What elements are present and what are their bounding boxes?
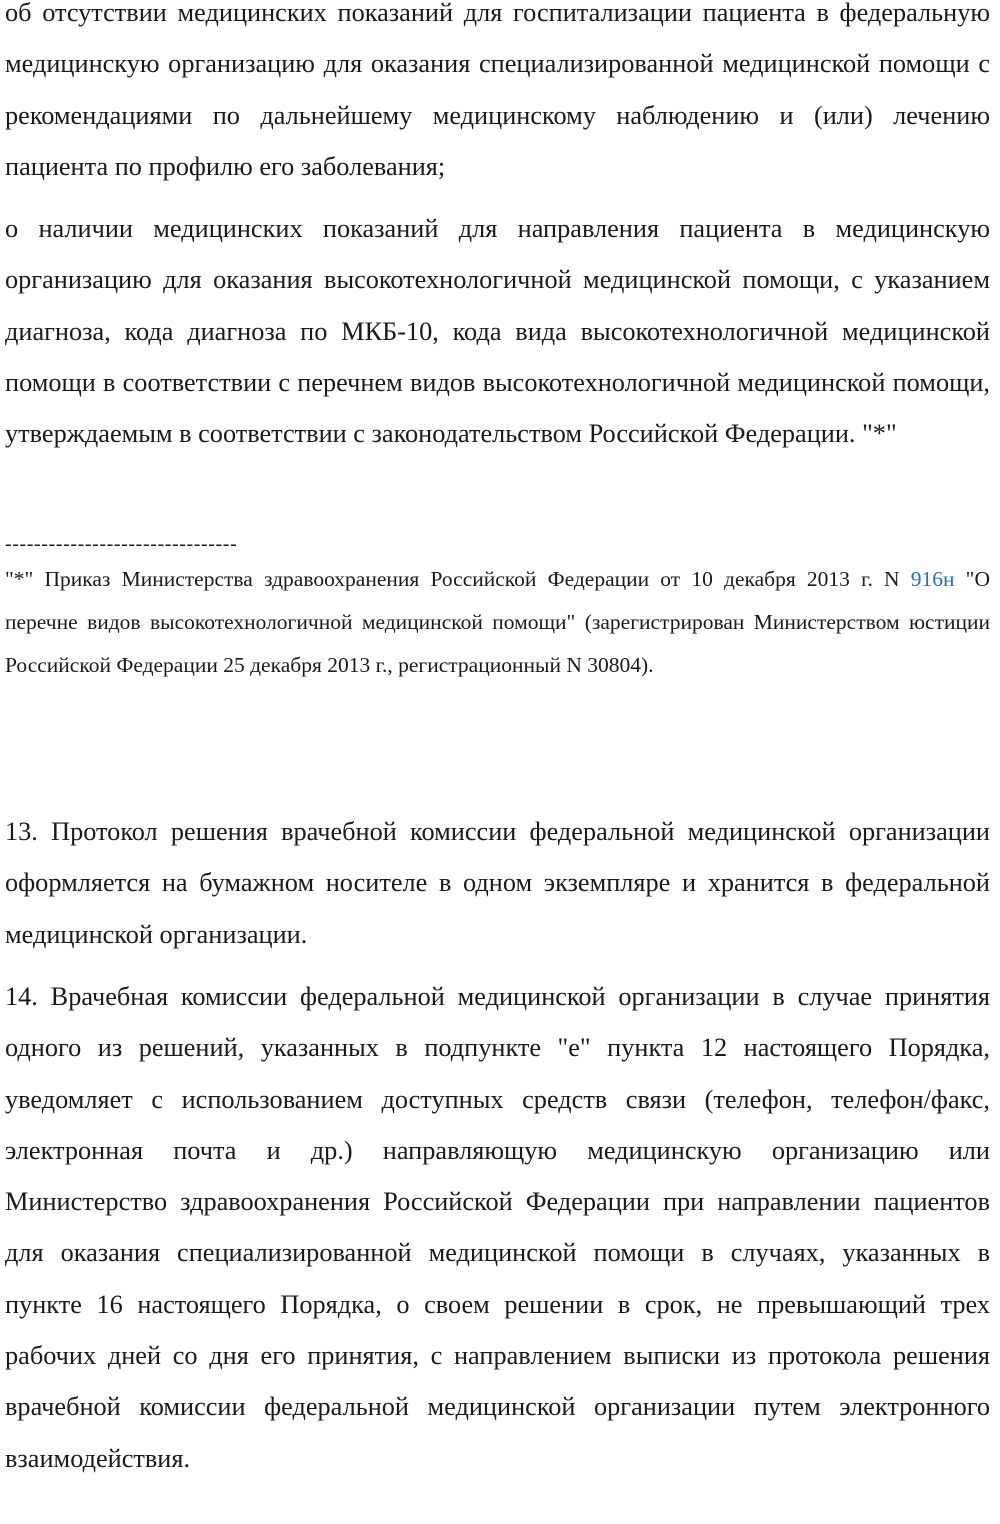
footnote-text-before-link: "*" Приказ Министерства здравоохранения Российской Федерации от 10 декабря 2013 г. N [5,567,911,591]
paragraph-no-indication-hospitalization: об отсутствии медицинских показаний для госпитализации пациента в федеральную медицинскую организацию для оказания специализированной медицинской помощи с рекомендациями по дальнейшему медицинскому наблюдению и (или) лечению пациента по профилю его заболевания; [5,0,990,181]
paragraph-high-tech-indication: о наличии медицинских показаний для направления пациента в медицинскую организацию для оказания высокотехнологичной медицинской помощи, с указанием диагноза, кода диагноза по МКБ-10, кода вида высокотехнологичной медицинской помощи в соответствии с перечнем видов высокотехнологичной медицинской помощи, утверждаемым в соответствии с законодательством Российской Федерации. "*" [5,214,990,449]
footnote-text-after-link: "О перечне видов высокотехнологичной медицинской помощи" (зарегистрирован Министерством юстиции Российской Федерации 25 декабря 2013 г., регистрационный N 30804). [5,567,990,677]
footnote-separator: -------------------------------- [5,533,238,555]
order-916n-link[interactable]: 916н [910,567,955,591]
paragraph-13-protocol-storage: 13. Протокол решения врачебной комиссии федеральной медицинской организации оформляется на бумажном носителе в одном экземпляре и хранится в федеральной медицинской организации. [5,817,990,949]
paragraph-14-notification: 14. Врачебная комиссии федеральной медицинской организации в случае принятия одного из решений, указанных в подпункте "е" пункта 12 настоящего Порядка, уведомляет с использованием доступных средств связи (телефон, телефон/факс, электронная почта и др.) направляющую медицинскую организацию или Министерство здравоохранения Российской Федерации при направлении пациентов для оказания специализированной медицинской помощи в случаях, указанных в пункте 16 настоящего Порядка, о своем решении в срок, не превышающий трех рабочих дней со дня его принятия, с направлением выписки из протокола решения врачебной комиссии федеральной медицинской организации путем электронного взаимодействия. [5,982,990,1473]
footnote [5,558,990,687]
